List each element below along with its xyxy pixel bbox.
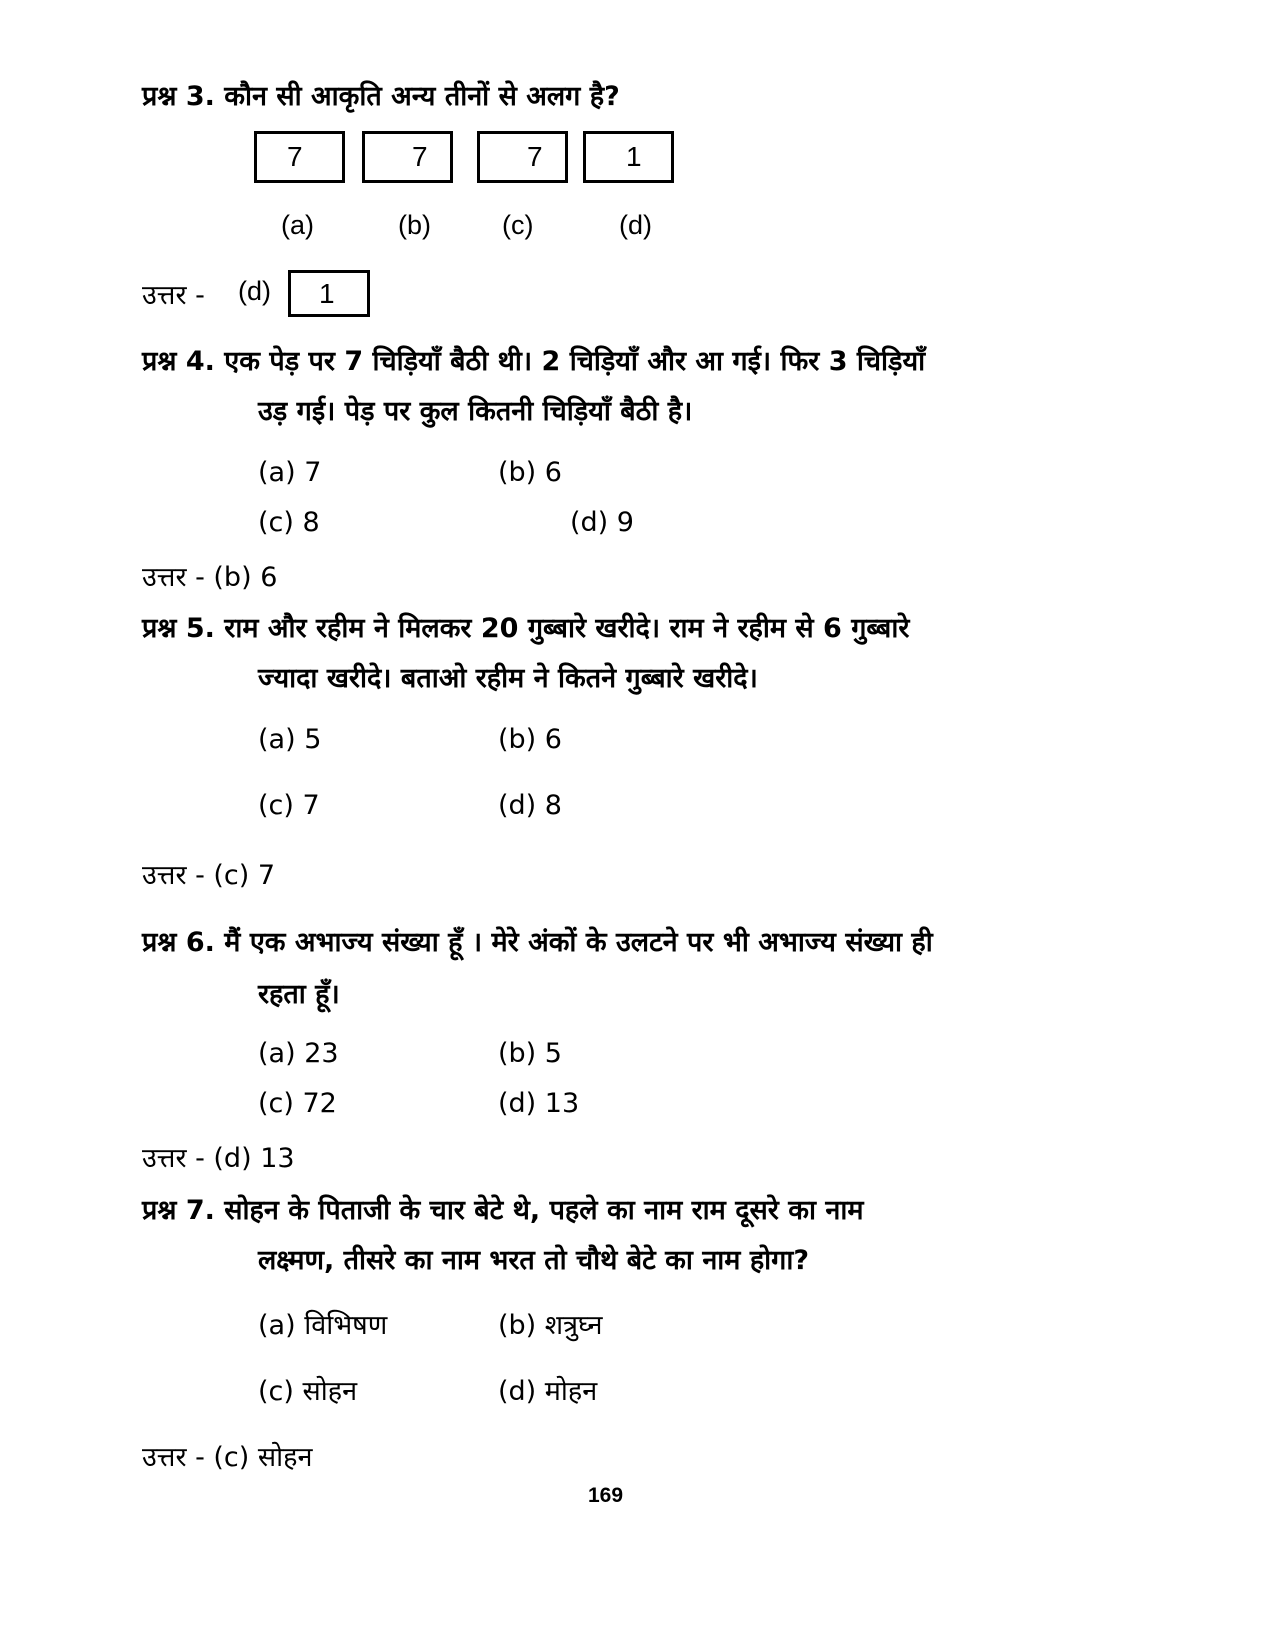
q3-answer-box-digit: 1 xyxy=(319,277,335,309)
q6-answer: उत्तर - (d) 13 xyxy=(142,1143,295,1174)
q7-option-c: (c) सोहन xyxy=(258,1376,358,1407)
q5-question-line2: ज्यादा खरीदे। बताओ रहीम ने कितने गुब्बारे खरीदे। xyxy=(258,663,758,694)
q5-option-a: (a) 5 xyxy=(258,724,322,755)
q6-option-d: (d) 13 xyxy=(498,1088,580,1119)
q7-option-d: (d) मोहन xyxy=(498,1376,598,1407)
q3-figure-c-digit: 7 xyxy=(527,141,543,172)
q6-option-a: (a) 23 xyxy=(258,1038,339,1069)
q3-answer-prefix: उत्तर - xyxy=(142,280,205,311)
q3-figure-a xyxy=(254,131,345,183)
q3-label-a: (a) xyxy=(281,210,314,240)
q3-answer-box xyxy=(288,270,370,317)
q7-question-line1: प्रश्न 7. सोहन के पिताजी के चार बेटे थे, पहले का नाम राम दूसरे का नाम xyxy=(142,1195,864,1226)
q6-question-line2: रहता हूँ। xyxy=(258,979,340,1010)
q4-option-a: (a) 7 xyxy=(258,457,322,488)
q5-answer: उत्तर - (c) 7 xyxy=(142,860,276,891)
q4-option-d: (d) 9 xyxy=(570,507,634,538)
q3-figure-d xyxy=(583,131,674,183)
q5-option-d: (d) 8 xyxy=(498,790,562,821)
q5-option-b: (b) 6 xyxy=(498,724,562,755)
q4-option-c: (c) 8 xyxy=(258,507,320,538)
q6-option-b: (b) 5 xyxy=(498,1038,562,1069)
q3-figure-d-digit: 1 xyxy=(626,141,642,172)
q3-figure-b xyxy=(362,131,453,183)
page-number: 169 xyxy=(588,1484,624,1507)
q6-question-line1: प्रश्न 6. मैं एक अभाज्य संख्या हूँ । मेरे अंकों के उलटने पर भी अभाज्य संख्या ही xyxy=(142,927,933,958)
q5-option-c: (c) 7 xyxy=(258,790,320,821)
q7-question-line2: लक्ष्मण, तीसरे का नाम भरत तो चौथे बेटे का नाम होगा? xyxy=(258,1245,810,1276)
q4-answer: उत्तर - (b) 6 xyxy=(142,562,278,593)
q3-label-c: (c) xyxy=(502,210,534,240)
q4-question-line2: उड़ गई। पेड़ पर कुल कितनी चिड़ियाँ बैठी है। xyxy=(258,396,693,427)
q5-question-line1: प्रश्न 5. राम और रहीम ने मिलकर 20 गुब्बारे खरीदे। राम ने रहीम से 6 गुब्बारे xyxy=(142,613,910,644)
q3-label-d: (d) xyxy=(619,210,652,240)
q4-question-line1: प्रश्न 4. एक पेड़ पर 7 चिड़ियाँ बैठी थी। 2 चिड़ियाँ और आ गई। फिर 3 चिड़ियाँ xyxy=(142,346,926,377)
q3-answer-option: (d) xyxy=(238,276,271,306)
q3-figure-a-digit: 7 xyxy=(287,141,303,172)
q6-option-c: (c) 72 xyxy=(258,1088,337,1119)
q3-question: प्रश्न 3. कौन सी आकृति अन्य तीनों से अलग है? xyxy=(142,81,620,112)
q7-answer: उत्तर - (c) सोहन xyxy=(142,1442,313,1473)
q7-option-a: (a) विभिषण xyxy=(258,1310,388,1341)
q3-figure-b-digit: 7 xyxy=(412,141,428,172)
q3-figure-c xyxy=(477,131,568,183)
q7-option-b: (b) शत्रुघ्न xyxy=(498,1310,603,1341)
q3-label-b: (b) xyxy=(398,210,431,240)
q4-option-b: (b) 6 xyxy=(498,457,562,488)
